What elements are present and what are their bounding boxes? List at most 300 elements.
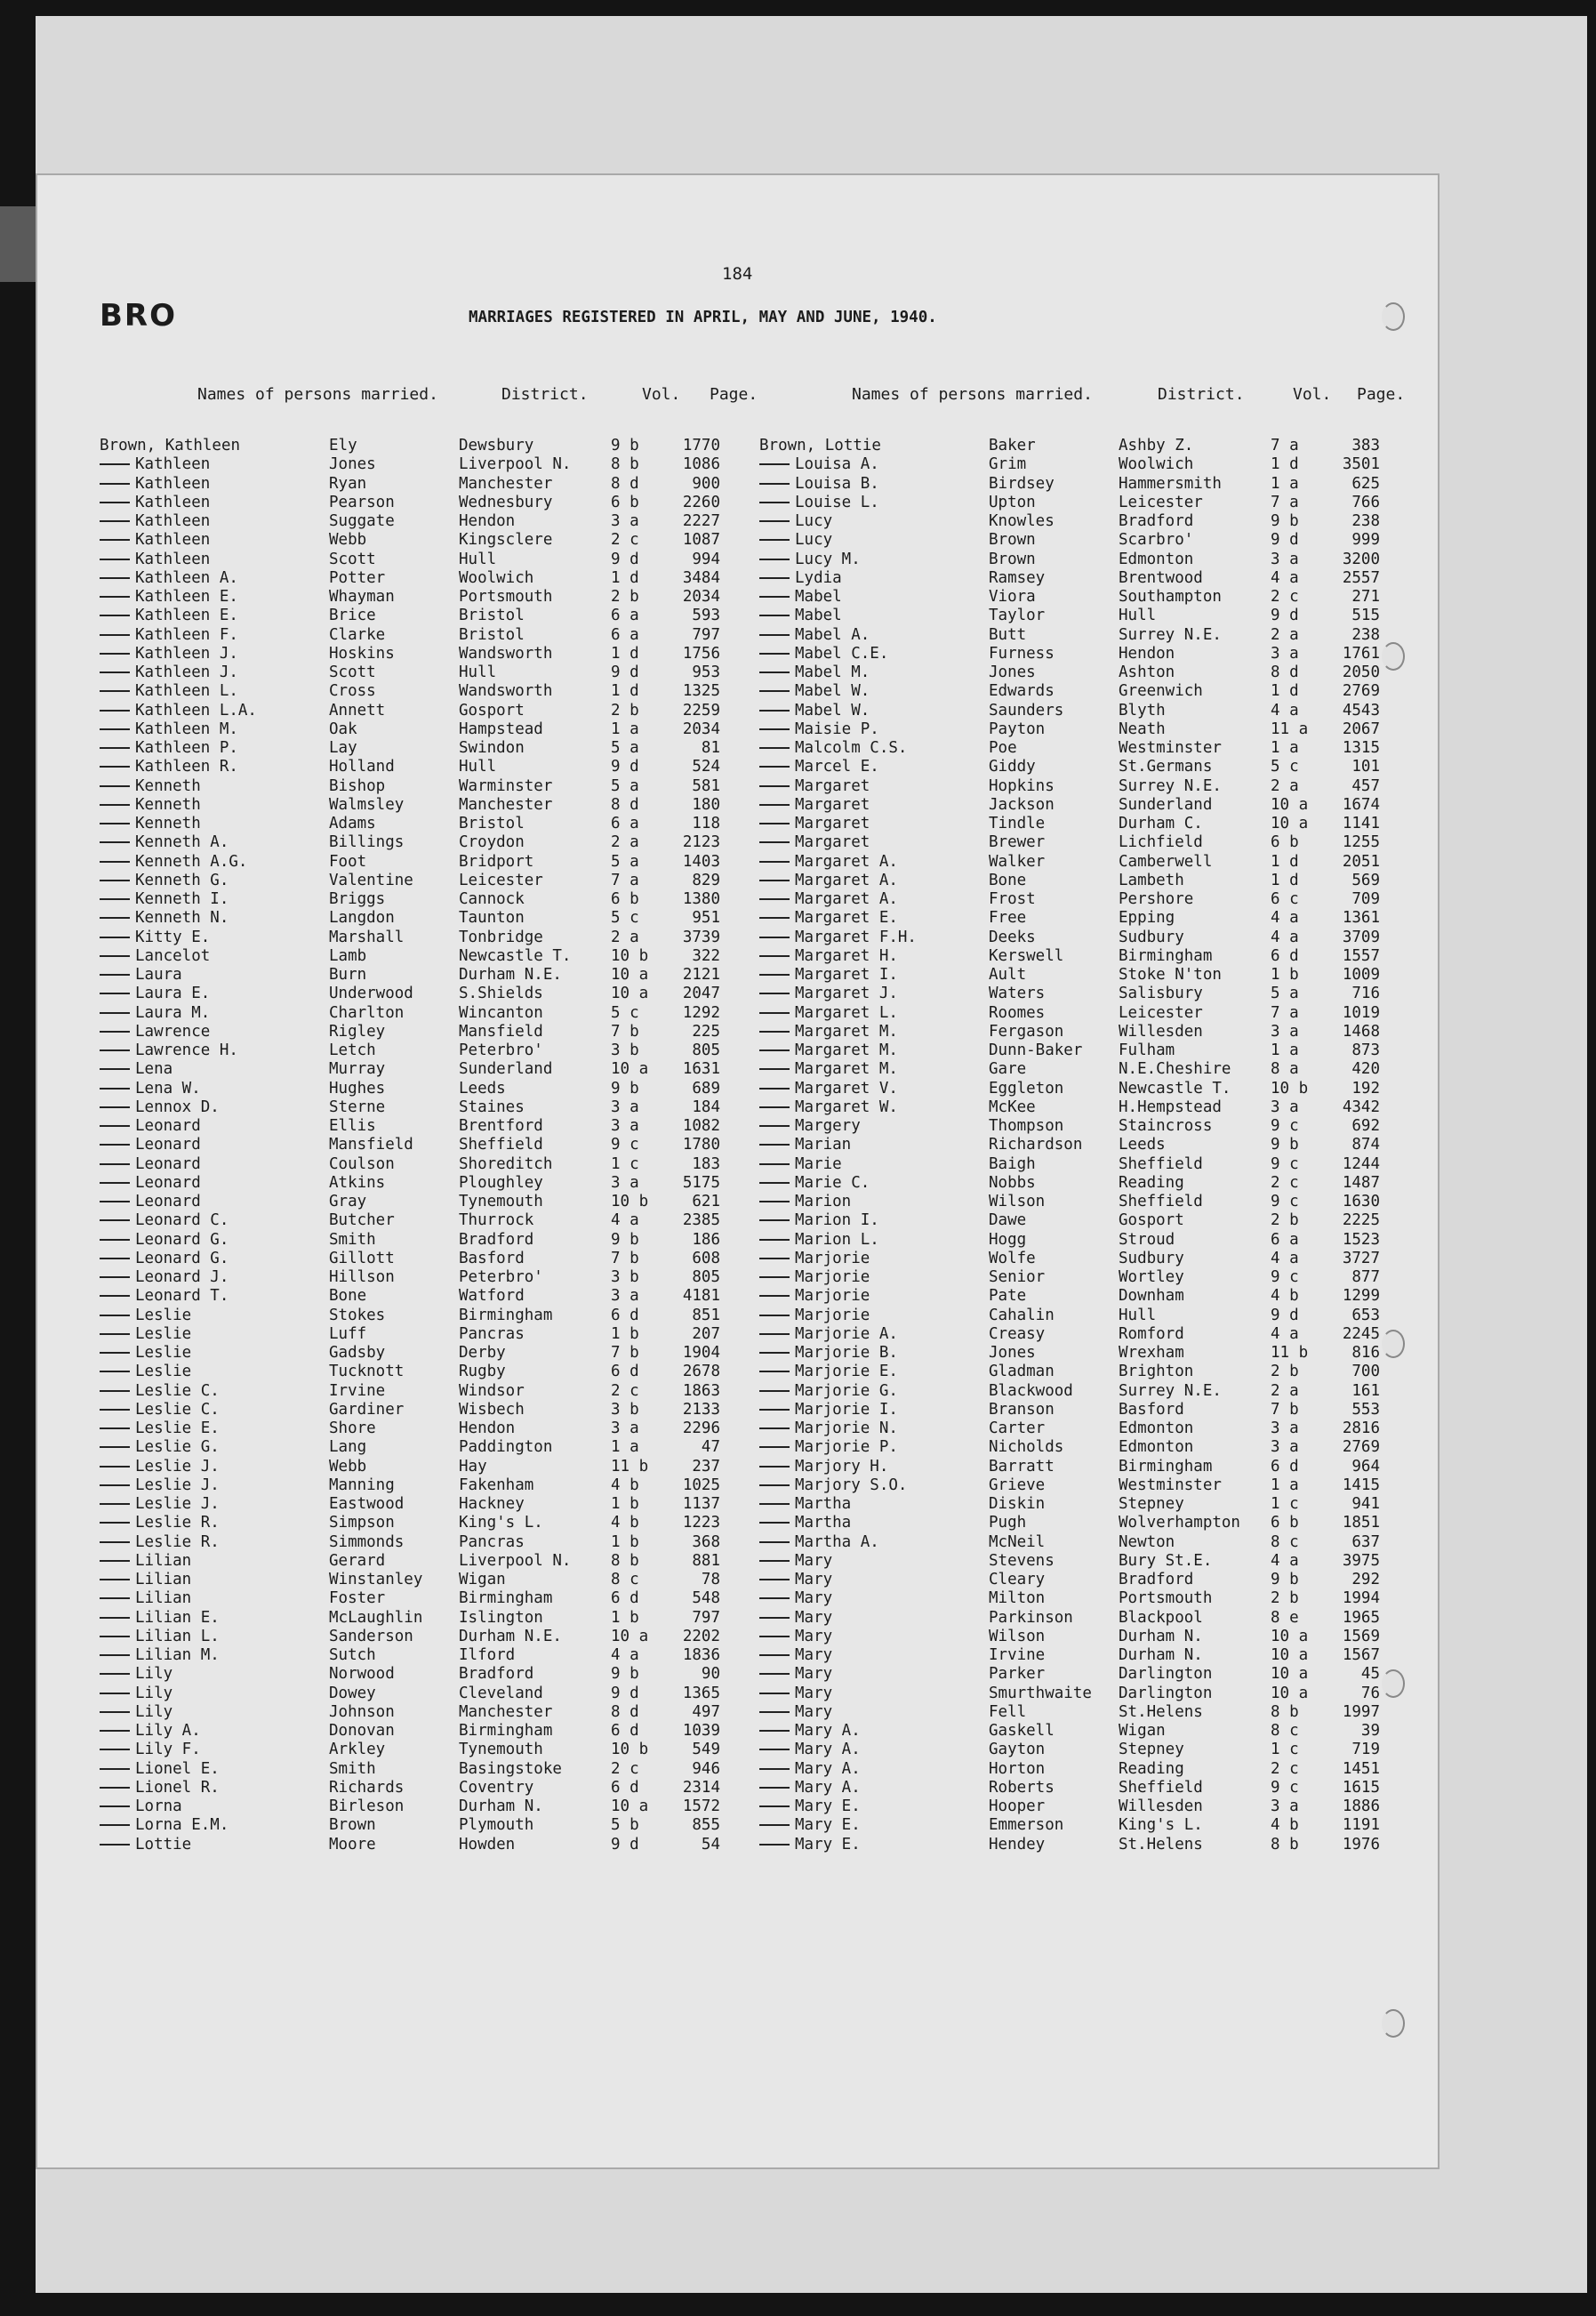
- register-entry: [100, 1287, 758, 1306]
- district: Staincross: [1119, 1117, 1213, 1135]
- given-name-text: Lionel R.: [135, 1778, 220, 1797]
- register-entry: [759, 1004, 1417, 1023]
- given-name: [100, 663, 238, 682]
- page-ref: 1965: [1342, 1608, 1380, 1627]
- given-name-text: Marjorie A.: [795, 1324, 898, 1343]
- district: Tonbridge: [459, 928, 543, 946]
- spouse-surname: Knowles: [989, 512, 1055, 530]
- ditto-dash: [100, 577, 130, 579]
- ditto-dash: [100, 710, 130, 712]
- district: Manchester: [459, 1702, 553, 1721]
- names-header: Names of persons married.: [852, 385, 1093, 404]
- register-entry: [759, 1136, 1417, 1154]
- given-name-text: Lily: [135, 1702, 173, 1721]
- ditto-dash: [100, 1239, 130, 1241]
- spouse-surname: Giddy: [989, 758, 1036, 776]
- given-name-text: Margaret H.: [795, 946, 898, 965]
- district: Plymouth: [459, 1816, 534, 1835]
- given-name: [100, 1589, 191, 1608]
- given-name-text: Marion L.: [795, 1230, 879, 1249]
- given-name: [759, 607, 842, 625]
- register-entry: [100, 1609, 758, 1628]
- spouse-surname: Clarke: [329, 625, 386, 644]
- ditto-dash: [759, 1258, 790, 1259]
- spouse-surname: Jackson: [989, 795, 1055, 814]
- page-ref: 45: [1360, 1665, 1380, 1684]
- volume: 7 b: [1271, 1400, 1299, 1419]
- volume: 2 b: [1271, 1363, 1299, 1381]
- volume: 9 c: [1271, 1778, 1299, 1797]
- ditto-dash: [100, 1163, 130, 1165]
- given-name-text: Margaret: [795, 795, 870, 814]
- district: Durham N.: [1119, 1627, 1203, 1645]
- given-name-text: Leslie C.: [135, 1381, 220, 1400]
- volume: 9 d: [1271, 531, 1299, 550]
- given-name-text: Maisie P.: [795, 720, 879, 738]
- district: Basingstoke: [459, 1759, 562, 1778]
- given-name: [759, 1438, 898, 1457]
- volume: 1 d: [1271, 682, 1299, 701]
- spouse-surname: Walmsley: [329, 795, 405, 814]
- ditto-dash: [100, 1106, 130, 1108]
- volume: 8 c: [611, 1571, 639, 1588]
- volume: 8 d: [611, 474, 639, 493]
- given-name: [100, 626, 238, 645]
- register-entry: [759, 1458, 1417, 1476]
- register-entry: [759, 1193, 1417, 1211]
- page-ref: 1315: [1342, 739, 1380, 757]
- spouse-surname: Smith: [329, 1230, 376, 1249]
- page-ref: 625: [1351, 474, 1380, 493]
- volume: 5 c: [611, 1003, 639, 1022]
- left-entries: [100, 437, 758, 1854]
- volume: 5 a: [1271, 985, 1299, 1003]
- ditto-dash: [100, 993, 130, 994]
- ditto-dash: [100, 785, 130, 787]
- page-ref: 47: [701, 1438, 720, 1457]
- ditto-dash: [759, 880, 790, 881]
- district: Birmingham: [1119, 1457, 1213, 1476]
- volume: 6 d: [1271, 946, 1299, 965]
- volume: 11 b: [1271, 1344, 1309, 1362]
- volume: 9 b: [611, 1665, 639, 1684]
- given-name-text: Marion: [795, 1193, 852, 1210]
- spouse-surname: Arkley: [329, 1741, 386, 1759]
- left-column: [100, 385, 758, 1854]
- volume: 5 a: [611, 739, 639, 757]
- spouse-surname: Letch: [329, 1041, 376, 1059]
- spouse-surname: Hillson: [329, 1268, 395, 1286]
- given-name: [100, 1571, 191, 1589]
- district: St.Germans: [1119, 758, 1213, 776]
- given-name-text: Marjorie I.: [795, 1400, 898, 1419]
- given-name-text: Kenneth A.G.: [135, 852, 248, 871]
- page-ref: 2051: [1342, 852, 1380, 871]
- volume: 4 a: [611, 1646, 639, 1664]
- district: Shoreditch: [459, 1154, 553, 1173]
- register-entry: [100, 1307, 758, 1325]
- page-ref: 2123: [682, 833, 720, 852]
- spouse-surname: Frost: [989, 890, 1036, 908]
- page-ref: 2816: [1342, 1419, 1380, 1437]
- register-entry: [100, 872, 758, 890]
- register-entry: [759, 1325, 1417, 1344]
- spouse-surname: Fell: [989, 1702, 1027, 1721]
- page-ref: 2296: [682, 1419, 720, 1437]
- spouse-surname: Creasy: [989, 1324, 1046, 1343]
- ditto-dash: [759, 1371, 790, 1372]
- given-name: [759, 1646, 832, 1665]
- register-entry: [759, 1533, 1417, 1552]
- volume: 10 a: [611, 1627, 649, 1645]
- page-ref: 2557: [1342, 568, 1380, 587]
- page-ref: 238: [1351, 625, 1380, 644]
- ditto-dash: [100, 1276, 130, 1278]
- given-name: [759, 1401, 898, 1419]
- ditto-dash: [100, 1144, 130, 1146]
- given-name: [100, 1098, 220, 1117]
- district: Stepney: [1119, 1495, 1184, 1513]
- ditto-dash: [759, 1239, 790, 1241]
- given-name: [100, 872, 229, 890]
- page-ref: 797: [692, 625, 720, 644]
- register-entry: [759, 1174, 1417, 1193]
- register-entry: [759, 1665, 1417, 1684]
- volume: 4 b: [611, 1514, 639, 1532]
- volume: 1 b: [611, 1495, 639, 1513]
- given-name: [759, 702, 870, 720]
- given-name: [100, 909, 229, 928]
- given-name: [759, 929, 917, 947]
- spouse-surname: Bishop: [329, 776, 386, 795]
- ditto-dash: [759, 823, 790, 824]
- page-ref: 608: [692, 1249, 720, 1267]
- register-entry: [759, 1211, 1417, 1230]
- page-ref: 2769: [1342, 682, 1380, 701]
- given-name-text: Louisa A.: [795, 455, 879, 474]
- district: Sunderland: [459, 1060, 553, 1079]
- volume: 4 a: [1271, 909, 1299, 928]
- district: Surrey N.E.: [1119, 625, 1222, 644]
- spouse-surname: Gadsby: [329, 1344, 386, 1362]
- district: Fulham: [1119, 1041, 1175, 1059]
- ditto-dash: [100, 1390, 130, 1392]
- spouse-surname: Dunn-Baker: [989, 1041, 1083, 1059]
- given-name: [759, 1816, 861, 1835]
- given-name-text: Kathleen J.: [135, 663, 238, 681]
- page-ref: 873: [1351, 1041, 1380, 1059]
- page-ref: 2259: [682, 701, 720, 720]
- given-name-text: Mary E.: [795, 1797, 861, 1815]
- ditto-dash: [100, 974, 130, 976]
- district: Bradford: [1119, 512, 1194, 530]
- volume: 1 a: [1271, 1041, 1299, 1059]
- volume: 6 d: [611, 1778, 639, 1797]
- register-entry: [100, 1004, 758, 1023]
- district: Bradford: [459, 1665, 534, 1684]
- given-name: [100, 1004, 210, 1023]
- page-ref: 1836: [682, 1646, 720, 1664]
- page-ref: 766: [1351, 493, 1380, 511]
- spouse-surname: Eastwood: [329, 1495, 405, 1513]
- register-entry: [100, 1060, 758, 1079]
- district: Pancras: [459, 1532, 525, 1551]
- page-ref: 3975: [1342, 1551, 1380, 1570]
- register-entry: [100, 437, 758, 455]
- district: Bridport: [459, 852, 534, 871]
- spouse-surname: Donovan: [329, 1722, 395, 1740]
- given-name: [759, 1307, 870, 1325]
- given-name-text: Margaret I.: [795, 966, 898, 984]
- given-name-text: Kathleen A.: [135, 568, 238, 587]
- ditto-dash: [100, 653, 130, 655]
- spouse-surname: Pugh: [989, 1514, 1027, 1532]
- ditto-dash: [100, 1258, 130, 1259]
- register-entry: [759, 1250, 1417, 1268]
- page-ref: 1976: [1342, 1835, 1380, 1854]
- given-name: [759, 1211, 879, 1230]
- volume: 1 b: [1271, 966, 1299, 984]
- ditto-dash: [759, 520, 790, 522]
- page-ref: 1292: [682, 1003, 720, 1022]
- given-name: [759, 1476, 907, 1495]
- district: Edmonton: [1119, 1438, 1194, 1457]
- district: Liverpool N.: [459, 1551, 572, 1570]
- given-name-text: Lilian L.: [135, 1627, 220, 1645]
- page-ref: 1141: [1342, 815, 1380, 832]
- given-name-text: Mary A.: [795, 1778, 861, 1797]
- spouse-surname: Ellis: [329, 1117, 376, 1135]
- district: Surrey N.E.: [1119, 776, 1222, 795]
- register-entry: [100, 1098, 758, 1117]
- spouse-surname: Baigh: [989, 1154, 1036, 1173]
- volume: 4 a: [1271, 568, 1299, 587]
- ditto-dash: [100, 1560, 130, 1562]
- given-name: [100, 1438, 220, 1457]
- spouse-surname: Adams: [329, 815, 376, 832]
- volume: 2 a: [1271, 625, 1299, 644]
- register-entry: [759, 1023, 1417, 1041]
- spouse-surname: Deeks: [989, 928, 1036, 946]
- volume: 4 b: [1271, 1287, 1299, 1306]
- page-ref: 2314: [682, 1778, 720, 1797]
- given-name: [100, 588, 238, 607]
- volume: 1 a: [611, 1438, 639, 1457]
- spouse-surname: Wilson: [989, 1193, 1046, 1210]
- page-ref: 161: [1351, 1381, 1380, 1400]
- ditto-dash: [759, 1125, 790, 1127]
- ditto-dash: [100, 1371, 130, 1372]
- page-ref: 515: [1351, 607, 1380, 625]
- volume: 10 a: [1271, 795, 1309, 814]
- given-name: [100, 531, 210, 550]
- spouse-surname: Wilson: [989, 1627, 1046, 1645]
- district: Reading: [1119, 1173, 1184, 1192]
- spouse-surname: Holland: [329, 758, 395, 776]
- page-ref: 39: [1360, 1722, 1380, 1740]
- page-ref: 964: [1351, 1457, 1380, 1476]
- given-name: [759, 512, 832, 531]
- given-name-text: Margaret V.: [795, 1079, 898, 1098]
- ditto-dash: [759, 690, 790, 692]
- given-name: [100, 1760, 220, 1779]
- register-entry: [100, 645, 758, 663]
- volume: 3 a: [1271, 644, 1299, 663]
- district: Hendon: [1119, 644, 1175, 663]
- given-name: [100, 1646, 220, 1665]
- register-entry: [759, 1307, 1417, 1325]
- given-name-text: Lily F.: [135, 1741, 201, 1759]
- ditto-dash: [100, 1466, 130, 1468]
- ditto-dash: [100, 1730, 130, 1732]
- district: Kingsclere: [459, 531, 553, 550]
- page-ref: 797: [692, 1608, 720, 1627]
- given-name-text: Mabel W.: [795, 682, 870, 701]
- page-ref: 1994: [1342, 1589, 1380, 1608]
- register-entry: [759, 1117, 1417, 1136]
- given-name: [100, 702, 257, 720]
- given-name: [759, 1287, 870, 1306]
- volume: 2 b: [1271, 1589, 1299, 1608]
- register-entry: [759, 569, 1417, 588]
- given-name: [100, 947, 210, 966]
- spouse-surname: Scott: [329, 550, 376, 568]
- given-name: [100, 1117, 201, 1136]
- page-ref: 1615: [1342, 1778, 1380, 1797]
- spouse-surname: Tindle: [989, 815, 1046, 832]
- district: Hendon: [459, 1419, 516, 1437]
- given-name-text: Leonard: [135, 1173, 201, 1192]
- spouse-surname: McKee: [989, 1098, 1036, 1116]
- page-header: Page.: [710, 385, 758, 404]
- volume: 3 a: [1271, 550, 1299, 568]
- volume: 10 a: [611, 1797, 649, 1815]
- district: Camberwell: [1119, 852, 1213, 871]
- page-ref: 1403: [682, 852, 720, 871]
- given-name: [100, 929, 210, 947]
- given-name: [100, 494, 210, 512]
- given-name: [759, 947, 898, 966]
- spouse-surname: Underwood: [329, 985, 413, 1003]
- register-entry: [100, 796, 758, 815]
- given-name-text: Margaret: [795, 776, 870, 795]
- ditto-dash: [759, 1295, 790, 1297]
- register-entry: [100, 1797, 758, 1816]
- volume: 3 a: [1271, 1797, 1299, 1815]
- register-entry: [759, 1155, 1417, 1174]
- ditto-dash: [100, 1315, 130, 1316]
- given-name-text: Leslie J.: [135, 1476, 220, 1494]
- given-name-text: Martha: [795, 1495, 852, 1513]
- spouse-surname: Webb: [329, 531, 367, 550]
- district: Wednesbury: [459, 493, 553, 511]
- spouse-surname: Lamb: [329, 946, 367, 965]
- ditto-dash: [759, 1352, 790, 1354]
- given-name: [759, 1363, 898, 1381]
- spouse-surname: Pearson: [329, 493, 395, 511]
- spouse-surname: Gayton: [989, 1741, 1046, 1759]
- given-name-text: Kathleen E.: [135, 588, 238, 606]
- ditto-dash: [100, 1711, 130, 1713]
- volume: 10 a: [611, 966, 649, 984]
- district: Romford: [1119, 1324, 1184, 1343]
- register-entry: [759, 1646, 1417, 1665]
- given-name: [759, 1250, 870, 1268]
- spouse-surname: Nobbs: [989, 1173, 1036, 1192]
- register-entry: [100, 1193, 758, 1211]
- page-ref: 1523: [1342, 1230, 1380, 1249]
- given-name: [759, 1098, 898, 1117]
- given-name: [759, 1836, 861, 1854]
- page-ref: 2385: [682, 1211, 720, 1230]
- given-name: [759, 663, 870, 682]
- register-entry: [759, 1041, 1417, 1060]
- district: Blyth: [1119, 701, 1166, 720]
- register-entry: [100, 758, 758, 776]
- ditto-dash: [759, 955, 790, 957]
- given-name: [100, 739, 238, 758]
- ditto-dash: [100, 937, 130, 938]
- given-name-text: Kathleen F.: [135, 625, 238, 644]
- volume: 4 b: [1271, 1816, 1299, 1835]
- page-ref: 2050: [1342, 663, 1380, 681]
- district: Sheffield: [1119, 1778, 1203, 1797]
- volume: 3 b: [611, 1400, 639, 1419]
- given-name-text: Kathleen J.: [135, 644, 238, 663]
- district: Hull: [1119, 1306, 1157, 1324]
- ditto-dash: [100, 690, 130, 692]
- volume: 3 a: [611, 1287, 639, 1306]
- page-ref: 192: [1351, 1079, 1380, 1098]
- page-ref: 78: [701, 1571, 720, 1588]
- page-ref: 1451: [1342, 1759, 1380, 1778]
- given-name-text: Kathleen L.A.: [135, 701, 257, 720]
- page-ref: 1223: [682, 1514, 720, 1532]
- given-name-text: Lawrence H.: [135, 1041, 238, 1059]
- spouse-surname: Hooper: [989, 1797, 1046, 1815]
- given-name: [100, 1458, 220, 1476]
- ditto-dash: [759, 671, 790, 673]
- district: Wolverhampton: [1119, 1514, 1240, 1532]
- given-name-text: Leonard: [135, 1117, 201, 1135]
- register-entry: [759, 1703, 1417, 1722]
- district: Greenwich: [1119, 682, 1203, 701]
- district: Edmonton: [1119, 550, 1194, 568]
- given-name-text: Mary: [795, 1571, 833, 1588]
- volume: 9 b: [1271, 1136, 1299, 1154]
- ditto-dash: [759, 1579, 790, 1580]
- district: Peterbro': [459, 1041, 543, 1059]
- page-ref: 1756: [682, 644, 720, 663]
- ditto-dash: [100, 1088, 130, 1090]
- page-ref: 3200: [1342, 550, 1380, 568]
- volume: 1 a: [1271, 1476, 1299, 1494]
- volume: 10 a: [611, 985, 649, 1003]
- register-entry: [100, 531, 758, 550]
- given-name: [100, 1344, 191, 1363]
- page-ref: 101: [1351, 758, 1380, 776]
- district: Brentford: [459, 1117, 543, 1135]
- district: Wortley: [1119, 1268, 1184, 1286]
- register-entry: [759, 815, 1417, 833]
- page-ref: 999: [1351, 531, 1380, 550]
- volume: 10 a: [1271, 1646, 1309, 1664]
- right-column: [759, 385, 1417, 1854]
- page-ref: 1631: [682, 1060, 720, 1079]
- ditto-dash: [100, 1446, 130, 1448]
- ditto-dash: [100, 1654, 130, 1656]
- given-name-text: Lorna: [135, 1797, 182, 1815]
